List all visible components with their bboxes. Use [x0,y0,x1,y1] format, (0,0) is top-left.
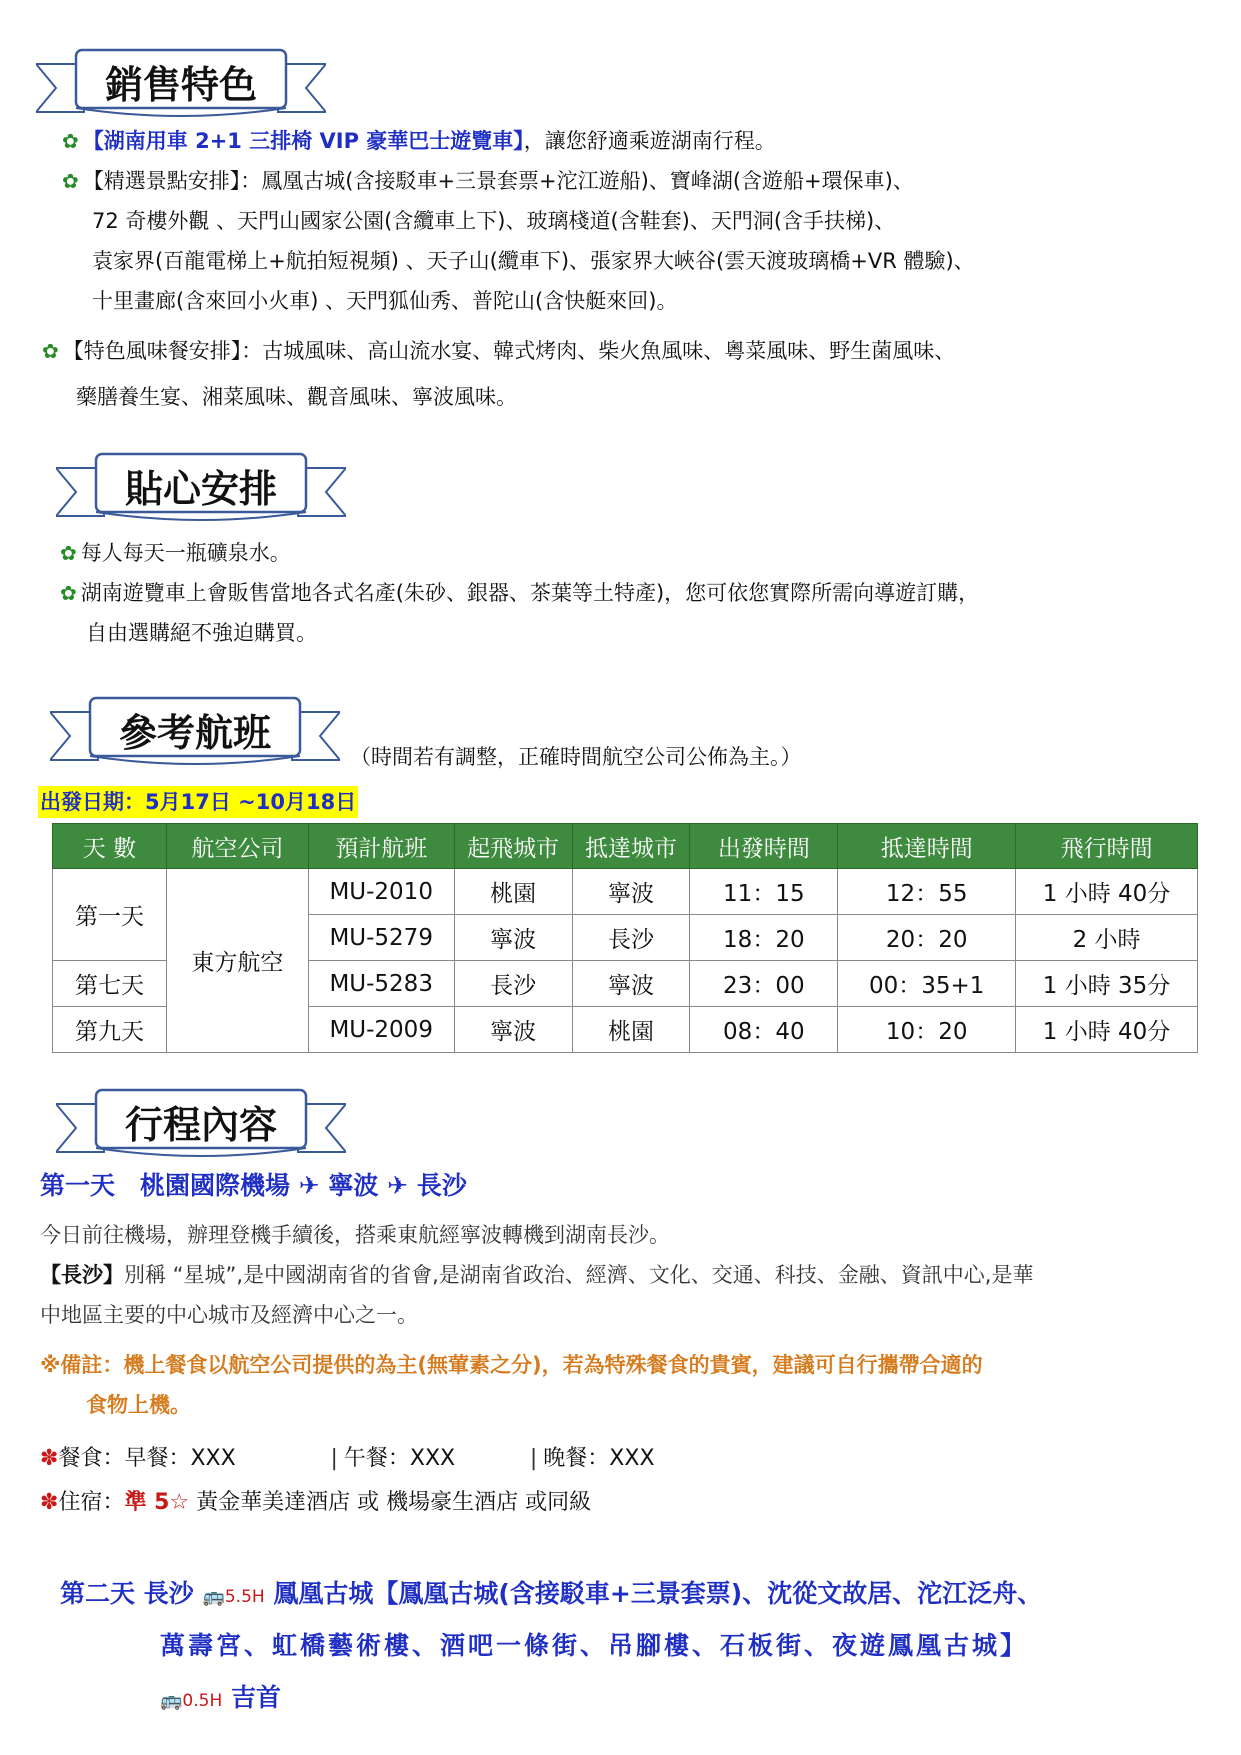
day1-p2-line2: 中地區主要的中心城市及經濟中心之一。 [40,1303,418,1327]
day1-title-transit: 寧波 [328,1171,379,1200]
airplane-icon: ✈ [298,1171,320,1200]
flower-icon: ✿ [60,581,77,605]
day-cell: 第一天 [53,869,167,961]
header-cell: 預計航班 [308,824,454,869]
airplane-icon: ✈ [387,1171,409,1200]
day1-note-line2: 食物上機。 [86,1393,191,1417]
section-ribbon-sales [36,44,326,122]
lunch: 午餐：XXX [343,1446,456,1471]
breakfast: 早餐：XXX [124,1446,236,1471]
day1-note: ※備註：機上餐食以航空公司提供的為主(無葷素之分)，若為特殊餐食的貴賓，建議可自行攜帶合適的 [40,1353,983,1377]
dinner: 晚餐：XXX [543,1446,655,1471]
header-cell: 天 數 [53,824,167,869]
dur-cell: 1 小時 35分 [1016,961,1198,1007]
dur-cell: 2 小時 [1016,915,1198,961]
day-cell: 第七天 [53,961,167,1007]
flight-cell: MU-5279 [308,915,454,961]
header-cell: 航空公司 [166,824,308,869]
care-item-2-line2: 自由選購絕不強迫購買。 [86,621,317,645]
day1-p2-line1: 別稱 “星城”,是中國湖南省的省會,是湖南省政治、經濟、文化、交通、科技、金融、資訊中心,是華 [124,1263,1034,1287]
airline-cell: 東方航空 [166,869,308,1053]
dep-cell: 18：20 [690,915,838,961]
care-item-1-text: 每人每天一瓶礦泉水。 [80,541,291,565]
day1-p1: 今日前往機場，辦理登機手續後，搭乘東航經寧波轉機到湖南長沙。 [40,1223,670,1247]
day1-title-dest: 長沙 [416,1171,467,1200]
to-cell: 寧波 [572,869,690,915]
sales-item-2-line3: 袁家界(百龍電梯上+航拍短視頻) 、天子山(纜車下)、張家界大峽谷(雲天渡玻璃橋+VR 體驗)、 [92,249,975,273]
day2-title [60,1576,1042,1615]
sales-item-2-line2: 72 奇樓外觀 、天門山國家公園(含纜車上下)、玻璃棧道(含鞋套)、天門洞(含手扶梯)、 [92,209,896,233]
header-cell: 飛行時間 [1016,824,1198,869]
day1-p2 [40,1260,1033,1290]
flower-red-icon: ✽ [40,1490,59,1515]
flower-icon: ✿ [42,339,59,363]
arr-cell: 12：55 [838,869,1016,915]
sales-item-1-text: ，讓您舒適乘遊湖南行程。 [523,129,776,153]
flight-cell: MU-5283 [308,961,454,1007]
section-title-itinerary: 行程內容 [124,1103,277,1147]
flight-cell: MU-2009 [308,1007,454,1053]
day1-hotel [40,1488,591,1518]
day2-line3 [160,1680,281,1719]
flower-icon: ✿ [60,541,77,565]
meal-label: 餐食： [58,1446,125,1471]
sales-item-3-line2: 藥膳養生宴、湘菜風味、觀音風味、寧波風味。 [76,385,517,409]
flower-red-icon: ✽ [40,1446,59,1471]
day1-title [40,1168,467,1204]
flight-cell: MU-2010 [308,869,454,915]
flower-icon: ✿ [62,129,79,153]
from-cell: 長沙 [454,961,572,1007]
table-row [53,869,1198,915]
day2-line2: 萬壽宮、虹橋藝術樓、酒吧一條街、吊腳樓、石板街、夜遊鳳凰古城】 [160,1631,1029,1660]
dep-cell: 23：00 [690,961,838,1007]
day2-next-dest: 吉首 [230,1683,281,1712]
header-cell: 起飛城市 [454,824,572,869]
header-cell: 出發時間 [690,824,838,869]
arr-cell: 10：20 [838,1007,1016,1053]
day1-title-origin: 第一天 桃園國際機場 [40,1171,291,1200]
to-cell: 寧波 [572,961,690,1007]
bus-icon: 🚌 [202,1586,225,1607]
section-title-care: 貼心安排 [124,467,277,511]
sales-item-1 [62,126,776,156]
header-cell: 抵達時間 [838,824,1016,869]
hotel-grade: 準 5☆ [124,1490,190,1515]
day2-title-origin: 第二天 長沙 [60,1579,194,1608]
flight-table [52,823,1198,1053]
hotel-name: 黃金華美達酒店 或 機場豪生酒店 或同級 [196,1490,592,1515]
dep-cell: 08：40 [690,1007,838,1053]
arr-cell: 20：20 [838,915,1016,961]
header-cell: 抵達城市 [572,824,690,869]
travel-time: 0.5H [182,1691,223,1711]
flower-icon: ✿ [62,169,79,193]
to-cell: 桃園 [572,1007,690,1053]
section-title-flights: 參考航班 [118,711,271,755]
section-ribbon-flights [50,692,340,770]
sales-item-2 [62,166,914,196]
hotel-label: 住宿： [58,1490,125,1515]
from-cell: 寧波 [454,1007,572,1053]
sales-item-2-line1: 【精選景點安排】：鳳凰古城(含接駁車+三景套票+沱江遊船)、寶峰湖(含遊船+環保車)、 [82,169,914,193]
dur-cell: 1 小時 40分 [1016,869,1198,915]
arr-cell: 00：35+1 [838,961,1016,1007]
care-item-2 [60,578,979,608]
dep-cell: 11：15 [690,869,838,915]
dur-cell: 1 小時 40分 [1016,1007,1198,1053]
flights-note: （時間若有調整，正確時間航空公司公佈為主。） [350,745,802,769]
care-item-2-line1: 湖南遊覽車上會販售當地各式名產(朱砂、銀器、茶葉等土特產)，您可依您實際所需向導遊訂購， [80,581,980,605]
table-header-row [53,824,1198,869]
day1-meals [40,1444,655,1474]
sales-item-2-line4: 十里畫廊(含來回小火車) 、天門狐仙秀、普陀山(含快艇來回)。 [92,289,678,313]
travel-time: 5.5H [224,1587,265,1607]
to-cell: 長沙 [572,915,690,961]
section-ribbon-care [56,448,346,526]
sales-item-3-line1: 【特色風味餐安排】：古城風味、高山流水宴、韓式烤肉、柴火魚風味、粵菜風味、野生菌風味、 [62,339,956,363]
meal-separator: | [330,1446,338,1471]
departure-date: 出發日期：5月17日 ~10月18日 [38,786,358,818]
bus-icon: 🚌 [160,1690,183,1711]
day2-title-dest: 鳳凰古城【鳳凰古城(含接駁車+三景套票)、沈從文故居、沱江泛舟、 [273,1579,1043,1608]
day1-p2-label: 【長沙】 [40,1263,124,1287]
sales-item-1-highlight: 【湖南用車 2+1 三排椅 VIP 豪華巴士遊覽車】 [82,129,524,153]
from-cell: 桃園 [454,869,572,915]
care-item-1 [60,538,291,568]
section-title-sales: 銷售特色 [104,63,257,107]
meal-separator: | [529,1446,538,1471]
from-cell: 寧波 [454,915,572,961]
section-ribbon-itinerary [56,1084,346,1162]
sales-item-3 [42,336,955,366]
day-cell: 第九天 [53,1007,167,1053]
